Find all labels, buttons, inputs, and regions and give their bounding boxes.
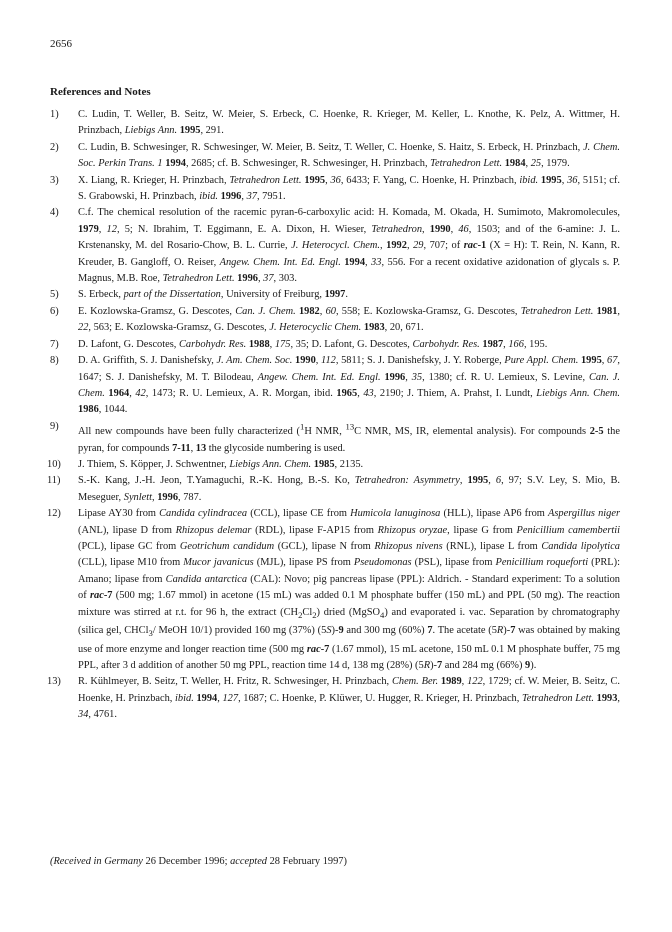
reference-item <box>50 419 620 457</box>
reference-text: S. Erbeck, part of the Dissertation, University of Freiburg, 1997. <box>78 289 348 301</box>
reference-list <box>47 107 621 724</box>
reference-text: R. Kühlmeyer, B. Seitz, T. Weller, H. Fritz, R. Schwesinger, H. Prinzbach, Chem. Ber. 1989, 122, 1729; cf. W. Meier, B. Seitz, C. Hoenke, H. Prinzbach, ibid. 1994, 127, 1687; C. Hoenke, P. Klüwer, U. Hugger, R. Krieger, H. Prinzbach, Tetrahedron Lett. 1993, 34, 4761. <box>78 676 621 721</box>
reference-text: All new compounds have been fully characterized ($^1$H NMR, $^{13}$C NMR, MS, IR, elemental analysis). For compounds 2-5 the pyran, for compounds 7-11, 13 the glycoside numbering is used. <box>78 421 620 454</box>
reference-number: 2) <box>50 141 59 153</box>
reference-text: Lipase AY30 from Candida cylindracea (CCL), lipase CE from Humicola lanuginosa (HLL), lipase AP6 from Aspergillus niger (ANL), lipase D from Rhizopus delemar (RDL), lipase F-AP15 from Rhizopus oryzae, lipase G from Penicillium camembertii (PCL), lipase GC from Geotrichum candidum (GCL), lipase N from Rhizopus nivens (RNL), lipase L from Candida lipolytica (CLL), lipase M10 from Mucor javanicus (MJL), lipase PS from Pseudomonas (PSL), lipase from Penicillium roqueforti (PRL): Amano; lipase from Candida antarctica (CAL): Novo; pig pancreas lipase (PPL): Aldrich. - Standard experiment: To a solution of rac-7 (500 mg; 1.67 mmol) in acetone (15 mL) was added 0.1 M phosphate buffer (150 mL) and PPL (50 mg). The reaction mixture was stirred at r.t. for 96 h, the extract $(CH_2Cl_2)$ dried (MgSO$_4$) and evaporated i. vac. Separation by chromatography (silica gel, CHCl$_3$/ MeOH 10/1) provided 160 mg (37%) (5S)-9 and 300 mg (60%) 7. The acetate (5R)-7 was obtained by making use of more enzyme and longer reaction time (500 mg rac-7 (1.67 mmol), 15 mL acetone, 150 mL 0.1 M phosphate buffer, 75 mg PPL, after 3 d addition of another 50 mg PPL, reaction time 14 d, 138 mg (28%) (5R)-7 and 284 mg (66%) 9). <box>78 508 621 672</box>
reference-item <box>50 140 620 173</box>
received-accepted-note <box>50 856 347 867</box>
reference-item <box>47 506 621 674</box>
reference-number: 8) <box>50 355 59 367</box>
reference-number: 4) <box>50 207 59 219</box>
reference-item <box>50 287 620 303</box>
accepted-label: accepted <box>230 856 267 867</box>
reference-text: S.-K. Kang, J.-H. Jeon, T.Yamaguchi, R.-K. Hong, B.-S. Ko, Tetrahedron: Asymmetry, 1995, 6, 97; S.V. Ley, S. Mio, B. Meseguer, Synlett, 1996, 787. <box>78 475 620 503</box>
reference-text: D. Lafont, G. Descotes, Carbohydr. Res. 1988, 175, 35; D. Lafont, G. Descotes, Carbohydr. Res. 1987, 166, 195. <box>78 338 548 350</box>
reference-number: 5) <box>50 289 59 301</box>
received-label: (Received in Germany <box>50 856 143 867</box>
reference-number: 1) <box>50 109 59 120</box>
reference-text: D. A. Griffith, S. J. Danishefsky, J. Am. Chem. Soc. 1990, 112, 5811; S. J. Danishefsky, J. Y. Roberge, Pure Appl. Chem. 1995, 67, 1647; S. J. Danishefsky, M. T. Bilodeau, Angew. Chem. Int. Ed. Engl. 1996, 35, 1380; cf. R. U. Lemieux, S. Levine, Can. J. Chem. 1964, 42, 1473; R. U. Lemieux, A. R. Morgan, ibid. 1965, 43, 2190; J. Thiem, A. Prahst, I. Lundt, Liebigs Ann. Chem. 1986, 1044. <box>78 355 621 416</box>
page-number: 2656 <box>50 38 72 50</box>
reference-text: C. Ludin, B. Schwesinger, R. Schwesinger, W. Meier, B. Seitz, T. Weller, C. Hoenke, S. Haitz, S. Erbeck, H. Prinzbach, J. Chem. Soc. Perkin Trans. 1 1994, 2685; cf. B. Schwesinger, R. Schwesinger, H. Prinzbach, Tetrahedron Lett. 1984, 25, 1979. <box>78 141 620 170</box>
reference-text: X. Liang, R. Krieger, H. Prinzbach, Tetrahedron Lett. 1995, 36, 6433; F. Yang, C. Hoenke, H. Prinzbach, ibid. 1995, 36, 5151; cf. S. Grabowski, H. Prinzbach, ibid. 1996, 37, 7951. <box>78 174 620 203</box>
section-heading: References and Notes <box>50 86 151 98</box>
reference-text: C.f. The chemical resolution of the racemic pyran-6-carboxylic acid: H. Komada, M. Okada, H. Sumimoto, Makromolecules, 1979, 12, 5; N. Ibrahim, T. Eggimann, E. A. Dixon, H. Wieser, Tetrahedron, 1990, 46, 1503; and of the 6-amine: J. L. Krstenansky, M. del Rosario-Chow, B. L. Currie, J. Heterocycl. Chem., 1992, 29, 707; of rac-1 (X = H): T. Rein, N. Kann, R. Kreuder, B. Gangloff, O. Reiser, Angew. Chem. Int. Ed. Engl. 1994, 33, 556. For a recent oxidative azidonation of glycals s. P. Magnus, M.B. Roe, Tetrahedron Lett. 1996, 37, 303. <box>78 207 620 285</box>
reference-item <box>50 304 620 337</box>
reference-item <box>50 337 620 353</box>
reference-number: 3) <box>50 174 59 186</box>
reference-item <box>47 674 621 723</box>
reference-number: 9) <box>50 420 59 432</box>
reference-item <box>50 107 620 140</box>
reference-item <box>50 353 620 419</box>
reference-item <box>47 473 620 506</box>
accepted-date: 28 February 1997) <box>269 856 347 867</box>
reference-number: 12) <box>47 508 61 520</box>
reference-item <box>47 457 620 473</box>
reference-text: J. Thiem, S. Köpper, J. Schwentner, Liebigs Ann. Chem. 1985, 2135. <box>78 459 364 470</box>
reference-text: E. Kozlowska-Gramsz, G. Descotes, Can. J. Chem. 1982, 60, 558; E. Kozlowska-Gramsz, G. Descotes, Tetrahedron Lett. 1981, 22, 563; E. Kozlowska-Gramsz, G. Descotes, J. Heterocyclic Chem. 1983, 20, 671. <box>78 305 620 334</box>
reference-text: C. Ludin, T. Weller, B. Seitz, W. Meier, S. Erbeck, C. Hoenke, R. Krieger, M. Keller, L. Knothe, K. Pelz, A. Wittmer, H. Prinzbach, Liebigs Ann. 1995, 291. <box>78 109 620 137</box>
reference-number: 6) <box>50 305 59 317</box>
reference-number: 10) <box>47 459 61 470</box>
reference-item <box>50 173 620 206</box>
received-date: 26 December 1996; <box>145 856 228 867</box>
reference-number: 13) <box>47 676 61 688</box>
reference-number: 11) <box>47 475 61 487</box>
reference-number: 7) <box>50 338 59 350</box>
reference-item <box>50 205 620 287</box>
